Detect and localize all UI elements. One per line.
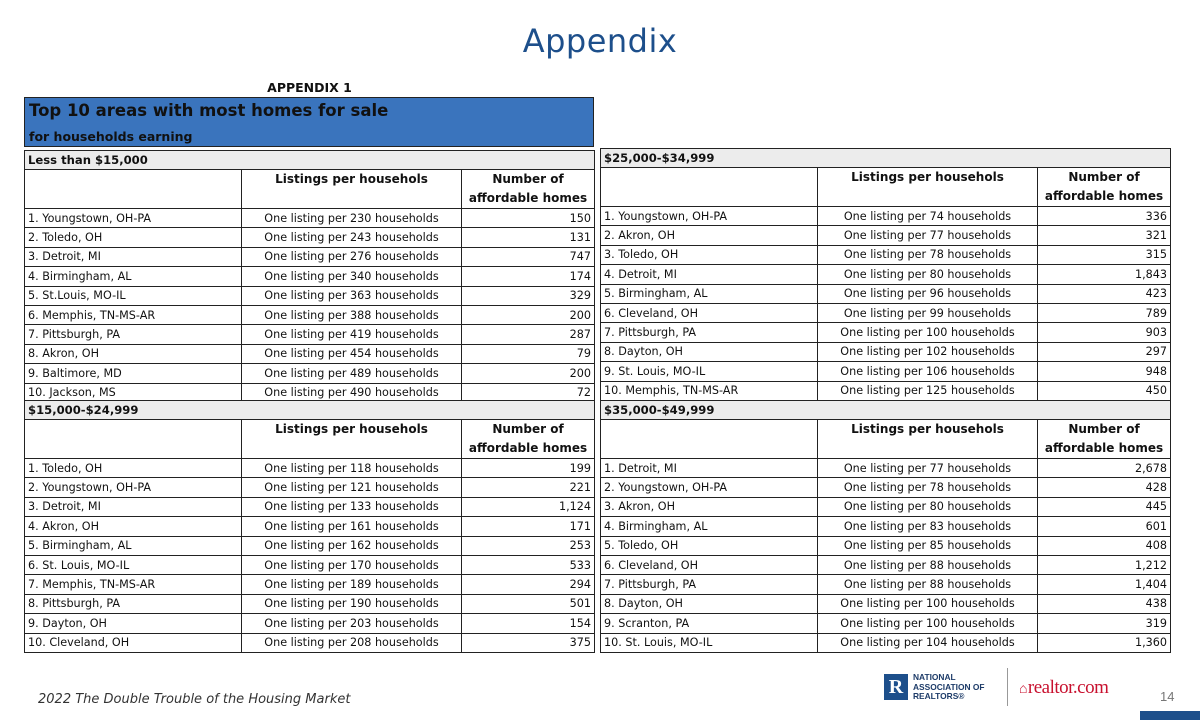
homes-header-line-2: affordable homes xyxy=(468,441,588,455)
affordable-homes-cell: 200 xyxy=(462,364,595,383)
area-cell: 7. Pittsburgh, PA xyxy=(601,575,818,594)
area-cell: 8. Dayton, OH xyxy=(601,594,818,613)
area-cell: 1. Toledo, OH xyxy=(25,459,242,478)
homes-header-line-2: affordable homes xyxy=(468,191,588,205)
listing-ratio-cell: One listing per 276 households xyxy=(242,247,462,266)
table-row xyxy=(601,323,1171,342)
area-cell: 4. Detroit, MI xyxy=(601,265,818,284)
logo-divider xyxy=(1007,668,1008,706)
homes-column-header xyxy=(462,420,595,459)
table-row xyxy=(25,536,595,555)
area-cell: 8. Dayton, OH xyxy=(601,342,818,361)
listing-ratio-cell: One listing per 190 households xyxy=(242,594,462,613)
listing-ratio-cell: One listing per 88 households xyxy=(818,575,1038,594)
affordable-homes-cell: 601 xyxy=(1038,517,1171,536)
table-row xyxy=(601,614,1171,633)
area-cell: 6. Cleveland, OH xyxy=(601,555,818,574)
table-row xyxy=(25,305,595,324)
affordable-homes-cell: 315 xyxy=(1038,245,1171,264)
listings-column-header: Listings per househols xyxy=(818,420,1038,459)
listing-ratio-cell: One listing per 490 households xyxy=(242,383,462,402)
area-cell: 6. Cleveland, OH xyxy=(601,303,818,322)
listing-ratio-cell: One listing per 340 households xyxy=(242,267,462,286)
area-cell: 9. St. Louis, MO-IL xyxy=(601,362,818,381)
area-cell: 6. Memphis, TN-MS-AR xyxy=(25,305,242,324)
table-row xyxy=(601,633,1171,652)
area-column-header xyxy=(601,168,818,207)
column-header-row xyxy=(601,168,1171,207)
table-row xyxy=(601,594,1171,613)
table-row xyxy=(601,362,1171,381)
nar-wordmark xyxy=(913,673,985,702)
income-table xyxy=(24,150,595,403)
income-bracket: Less than $15,000 xyxy=(25,151,595,170)
affordable-homes-cell: 287 xyxy=(462,325,595,344)
section-header-row xyxy=(25,401,595,420)
area-cell: 9. Baltimore, MD xyxy=(25,364,242,383)
listing-ratio-cell: One listing per 99 households xyxy=(818,303,1038,322)
area-cell: 7. Pittsburgh, PA xyxy=(25,325,242,344)
listing-ratio-cell: One listing per 74 households xyxy=(818,207,1038,226)
area-cell: 1. Youngstown, OH-PA xyxy=(25,209,242,228)
area-cell: 7. Memphis, TN-MS-AR xyxy=(25,575,242,594)
listing-ratio-cell: One listing per 454 households xyxy=(242,344,462,363)
listing-ratio-cell: One listing per 230 households xyxy=(242,209,462,228)
table-row xyxy=(25,594,595,613)
table-row xyxy=(25,633,595,652)
affordable-homes-cell: 747 xyxy=(462,247,595,266)
area-cell: 5. Birmingham, AL xyxy=(601,284,818,303)
affordable-homes-cell: 428 xyxy=(1038,478,1171,497)
area-cell: 4. Akron, OH xyxy=(25,517,242,536)
table-row xyxy=(25,478,595,497)
income-table xyxy=(24,400,595,653)
affordable-homes-cell: 336 xyxy=(1038,207,1171,226)
area-cell: 3. Toledo, OH xyxy=(601,245,818,264)
listing-ratio-cell: One listing per 489 households xyxy=(242,364,462,383)
listing-ratio-cell: One listing per 189 households xyxy=(242,575,462,594)
area-cell: 2. Toledo, OH xyxy=(25,228,242,247)
area-cell: 10. Jackson, MS xyxy=(25,383,242,402)
affordable-homes-cell: 408 xyxy=(1038,536,1171,555)
area-cell: 1. Detroit, MI xyxy=(601,459,818,478)
affordable-homes-cell: 375 xyxy=(462,633,595,652)
nar-r-icon: R xyxy=(884,674,908,700)
income-bracket: $25,000-$34,999 xyxy=(601,149,1171,168)
listings-column-header: Listings per househols xyxy=(242,420,462,459)
affordable-homes-cell: 79 xyxy=(462,344,595,363)
homes-header-line-2: affordable homes xyxy=(1044,189,1164,203)
area-cell: 2. Youngstown, OH-PA xyxy=(601,478,818,497)
listing-ratio-cell: One listing per 203 households xyxy=(242,614,462,633)
table-row xyxy=(601,575,1171,594)
homes-header-line-1: Number of xyxy=(492,172,564,186)
table-row xyxy=(601,517,1171,536)
table-row xyxy=(25,555,595,574)
affordable-homes-cell: 450 xyxy=(1038,381,1171,400)
table-row xyxy=(25,575,595,594)
affordable-homes-cell: 2,678 xyxy=(1038,459,1171,478)
listing-ratio-cell: One listing per 88 households xyxy=(818,555,1038,574)
area-cell: 3. Akron, OH xyxy=(601,497,818,516)
area-cell: 6. St. Louis, MO-IL xyxy=(25,555,242,574)
listing-ratio-cell: One listing per 388 households xyxy=(242,305,462,324)
affordable-homes-cell: 253 xyxy=(462,536,595,555)
table-row xyxy=(601,245,1171,264)
table-banner xyxy=(24,97,594,147)
affordable-homes-cell: 1,212 xyxy=(1038,555,1171,574)
listing-ratio-cell: One listing per 78 households xyxy=(818,245,1038,264)
listing-ratio-cell: One listing per 100 households xyxy=(818,594,1038,613)
table-row xyxy=(601,303,1171,322)
corner-accent-bar xyxy=(1140,711,1200,720)
income-table xyxy=(600,400,1171,653)
affordable-homes-cell: 423 xyxy=(1038,284,1171,303)
listing-ratio-cell: One listing per 85 households xyxy=(818,536,1038,555)
homes-column-header xyxy=(1038,420,1171,459)
area-cell: 7. Pittsburgh, PA xyxy=(601,323,818,342)
area-cell: 9. Dayton, OH xyxy=(25,614,242,633)
page-number: 14 xyxy=(1160,689,1175,704)
table-row xyxy=(601,207,1171,226)
nar-line-2: ASSOCIATION OF xyxy=(913,681,985,692)
listing-ratio-cell: One listing per 419 households xyxy=(242,325,462,344)
realtor-com-logo xyxy=(1019,677,1108,699)
affordable-homes-cell: 150 xyxy=(462,209,595,228)
area-cell: 5. Toledo, OH xyxy=(601,536,818,555)
area-column-header xyxy=(25,420,242,459)
listing-ratio-cell: One listing per 78 households xyxy=(818,478,1038,497)
affordable-homes-cell: 72 xyxy=(462,383,595,402)
table-row xyxy=(601,381,1171,400)
affordable-homes-cell: 789 xyxy=(1038,303,1171,322)
affordable-homes-cell: 221 xyxy=(462,478,595,497)
listing-ratio-cell: One listing per 77 households xyxy=(818,226,1038,245)
table-row xyxy=(25,267,595,286)
column-header-row xyxy=(25,420,595,459)
listing-ratio-cell: One listing per 133 households xyxy=(242,497,462,516)
homes-header-line-1: Number of xyxy=(1068,422,1140,436)
column-header-row xyxy=(25,170,595,209)
area-cell: 4. Birmingham, AL xyxy=(25,267,242,286)
table-row xyxy=(25,209,595,228)
listing-ratio-cell: One listing per 106 households xyxy=(818,362,1038,381)
affordable-homes-cell: 1,360 xyxy=(1038,633,1171,652)
affordable-homes-cell: 199 xyxy=(462,459,595,478)
table-row xyxy=(25,247,595,266)
table-row xyxy=(25,325,595,344)
area-cell: 5. St.Louis, MO-IL xyxy=(25,286,242,305)
affordable-homes-cell: 174 xyxy=(462,267,595,286)
nar-line-3: REALTORS® xyxy=(913,691,965,701)
area-cell: 10. Cleveland, OH xyxy=(25,633,242,652)
table-row xyxy=(25,364,595,383)
table-row xyxy=(601,478,1171,497)
table-row xyxy=(25,517,595,536)
affordable-homes-cell: 948 xyxy=(1038,362,1171,381)
area-cell: 8. Pittsburgh, PA xyxy=(25,594,242,613)
area-cell: 8. Akron, OH xyxy=(25,344,242,363)
area-cell: 2. Akron, OH xyxy=(601,226,818,245)
area-cell: 10. St. Louis, MO-IL xyxy=(601,633,818,652)
table-row xyxy=(601,265,1171,284)
table-row xyxy=(25,228,595,247)
table-row xyxy=(601,459,1171,478)
section-header-row xyxy=(25,151,595,170)
nar-logo xyxy=(884,672,1000,704)
listing-ratio-cell: One listing per 104 households xyxy=(818,633,1038,652)
listing-ratio-cell: One listing per 121 households xyxy=(242,478,462,497)
homes-column-header xyxy=(1038,168,1171,207)
homes-header-line-2: affordable homes xyxy=(1044,441,1164,455)
table-row xyxy=(601,226,1171,245)
listing-ratio-cell: One listing per 96 households xyxy=(818,284,1038,303)
listings-column-header: Listings per househols xyxy=(818,168,1038,207)
affordable-homes-cell: 438 xyxy=(1038,594,1171,613)
banner-title: Top 10 areas with most homes for sale xyxy=(29,101,389,120)
affordable-homes-cell: 445 xyxy=(1038,497,1171,516)
affordable-homes-cell: 1,404 xyxy=(1038,575,1171,594)
income-bracket: $35,000-$49,999 xyxy=(601,401,1171,420)
table-row xyxy=(25,286,595,305)
realtor-wordmark: realtor.com xyxy=(1027,677,1109,698)
affordable-homes-cell: 321 xyxy=(1038,226,1171,245)
area-cell: 2. Youngstown, OH-PA xyxy=(25,478,242,497)
appendix-label: APPENDIX 1 xyxy=(267,80,352,95)
banner-subtitle: for households earning xyxy=(29,129,193,144)
area-column-header xyxy=(601,420,818,459)
listing-ratio-cell: One listing per 77 households xyxy=(818,459,1038,478)
affordable-homes-cell: 131 xyxy=(462,228,595,247)
income-bracket: $15,000-$24,999 xyxy=(25,401,595,420)
column-header-row xyxy=(601,420,1171,459)
area-cell: 3. Detroit, MI xyxy=(25,497,242,516)
listing-ratio-cell: One listing per 83 households xyxy=(818,517,1038,536)
affordable-homes-cell: 1,843 xyxy=(1038,265,1171,284)
area-column-header xyxy=(25,170,242,209)
listings-column-header: Listings per househols xyxy=(242,170,462,209)
affordable-homes-cell: 200 xyxy=(462,305,595,324)
affordable-homes-cell: 154 xyxy=(462,614,595,633)
area-cell: 9. Scranton, PA xyxy=(601,614,818,633)
affordable-homes-cell: 297 xyxy=(1038,342,1171,361)
homes-header-line-1: Number of xyxy=(492,422,564,436)
table-row xyxy=(25,614,595,633)
listing-ratio-cell: One listing per 208 households xyxy=(242,633,462,652)
table-row xyxy=(25,459,595,478)
table-row xyxy=(25,497,595,516)
homes-header-line-1: Number of xyxy=(1068,170,1140,184)
table-row xyxy=(601,284,1171,303)
income-table xyxy=(600,148,1171,401)
listing-ratio-cell: One listing per 161 households xyxy=(242,517,462,536)
listing-ratio-cell: One listing per 162 households xyxy=(242,536,462,555)
affordable-homes-cell: 903 xyxy=(1038,323,1171,342)
listing-ratio-cell: One listing per 118 households xyxy=(242,459,462,478)
table-row xyxy=(601,497,1171,516)
affordable-homes-cell: 171 xyxy=(462,517,595,536)
table-row xyxy=(601,536,1171,555)
area-cell: 1. Youngstown, OH-PA xyxy=(601,207,818,226)
listing-ratio-cell: One listing per 363 households xyxy=(242,286,462,305)
area-cell: 10. Memphis, TN-MS-AR xyxy=(601,381,818,400)
listing-ratio-cell: One listing per 102 households xyxy=(818,342,1038,361)
affordable-homes-cell: 501 xyxy=(462,594,595,613)
area-cell: 3. Detroit, MI xyxy=(25,247,242,266)
affordable-homes-cell: 1,124 xyxy=(462,497,595,516)
affordable-homes-cell: 329 xyxy=(462,286,595,305)
nar-line-1: NATIONAL xyxy=(913,672,956,682)
table-row xyxy=(25,344,595,363)
section-header-row xyxy=(601,401,1171,420)
footer-text: 2022 The Double Trouble of the Housing Market xyxy=(38,692,351,707)
section-header-row xyxy=(601,149,1171,168)
listing-ratio-cell: One listing per 243 households xyxy=(242,228,462,247)
area-cell: 4. Birmingham, AL xyxy=(601,517,818,536)
area-cell: 5. Birmingham, AL xyxy=(25,536,242,555)
table-row xyxy=(601,342,1171,361)
homes-column-header xyxy=(462,170,595,209)
affordable-homes-cell: 294 xyxy=(462,575,595,594)
listing-ratio-cell: One listing per 100 households xyxy=(818,323,1038,342)
table-row xyxy=(601,555,1171,574)
listing-ratio-cell: One listing per 170 households xyxy=(242,555,462,574)
listing-ratio-cell: One listing per 80 households xyxy=(818,497,1038,516)
slide-title: Appendix xyxy=(522,22,678,60)
listing-ratio-cell: One listing per 80 households xyxy=(818,265,1038,284)
affordable-homes-cell: 319 xyxy=(1038,614,1171,633)
affordable-homes-cell: 533 xyxy=(462,555,595,574)
listing-ratio-cell: One listing per 100 households xyxy=(818,614,1038,633)
listing-ratio-cell: One listing per 125 households xyxy=(818,381,1038,400)
house-icon: ⌂ xyxy=(1019,682,1027,697)
